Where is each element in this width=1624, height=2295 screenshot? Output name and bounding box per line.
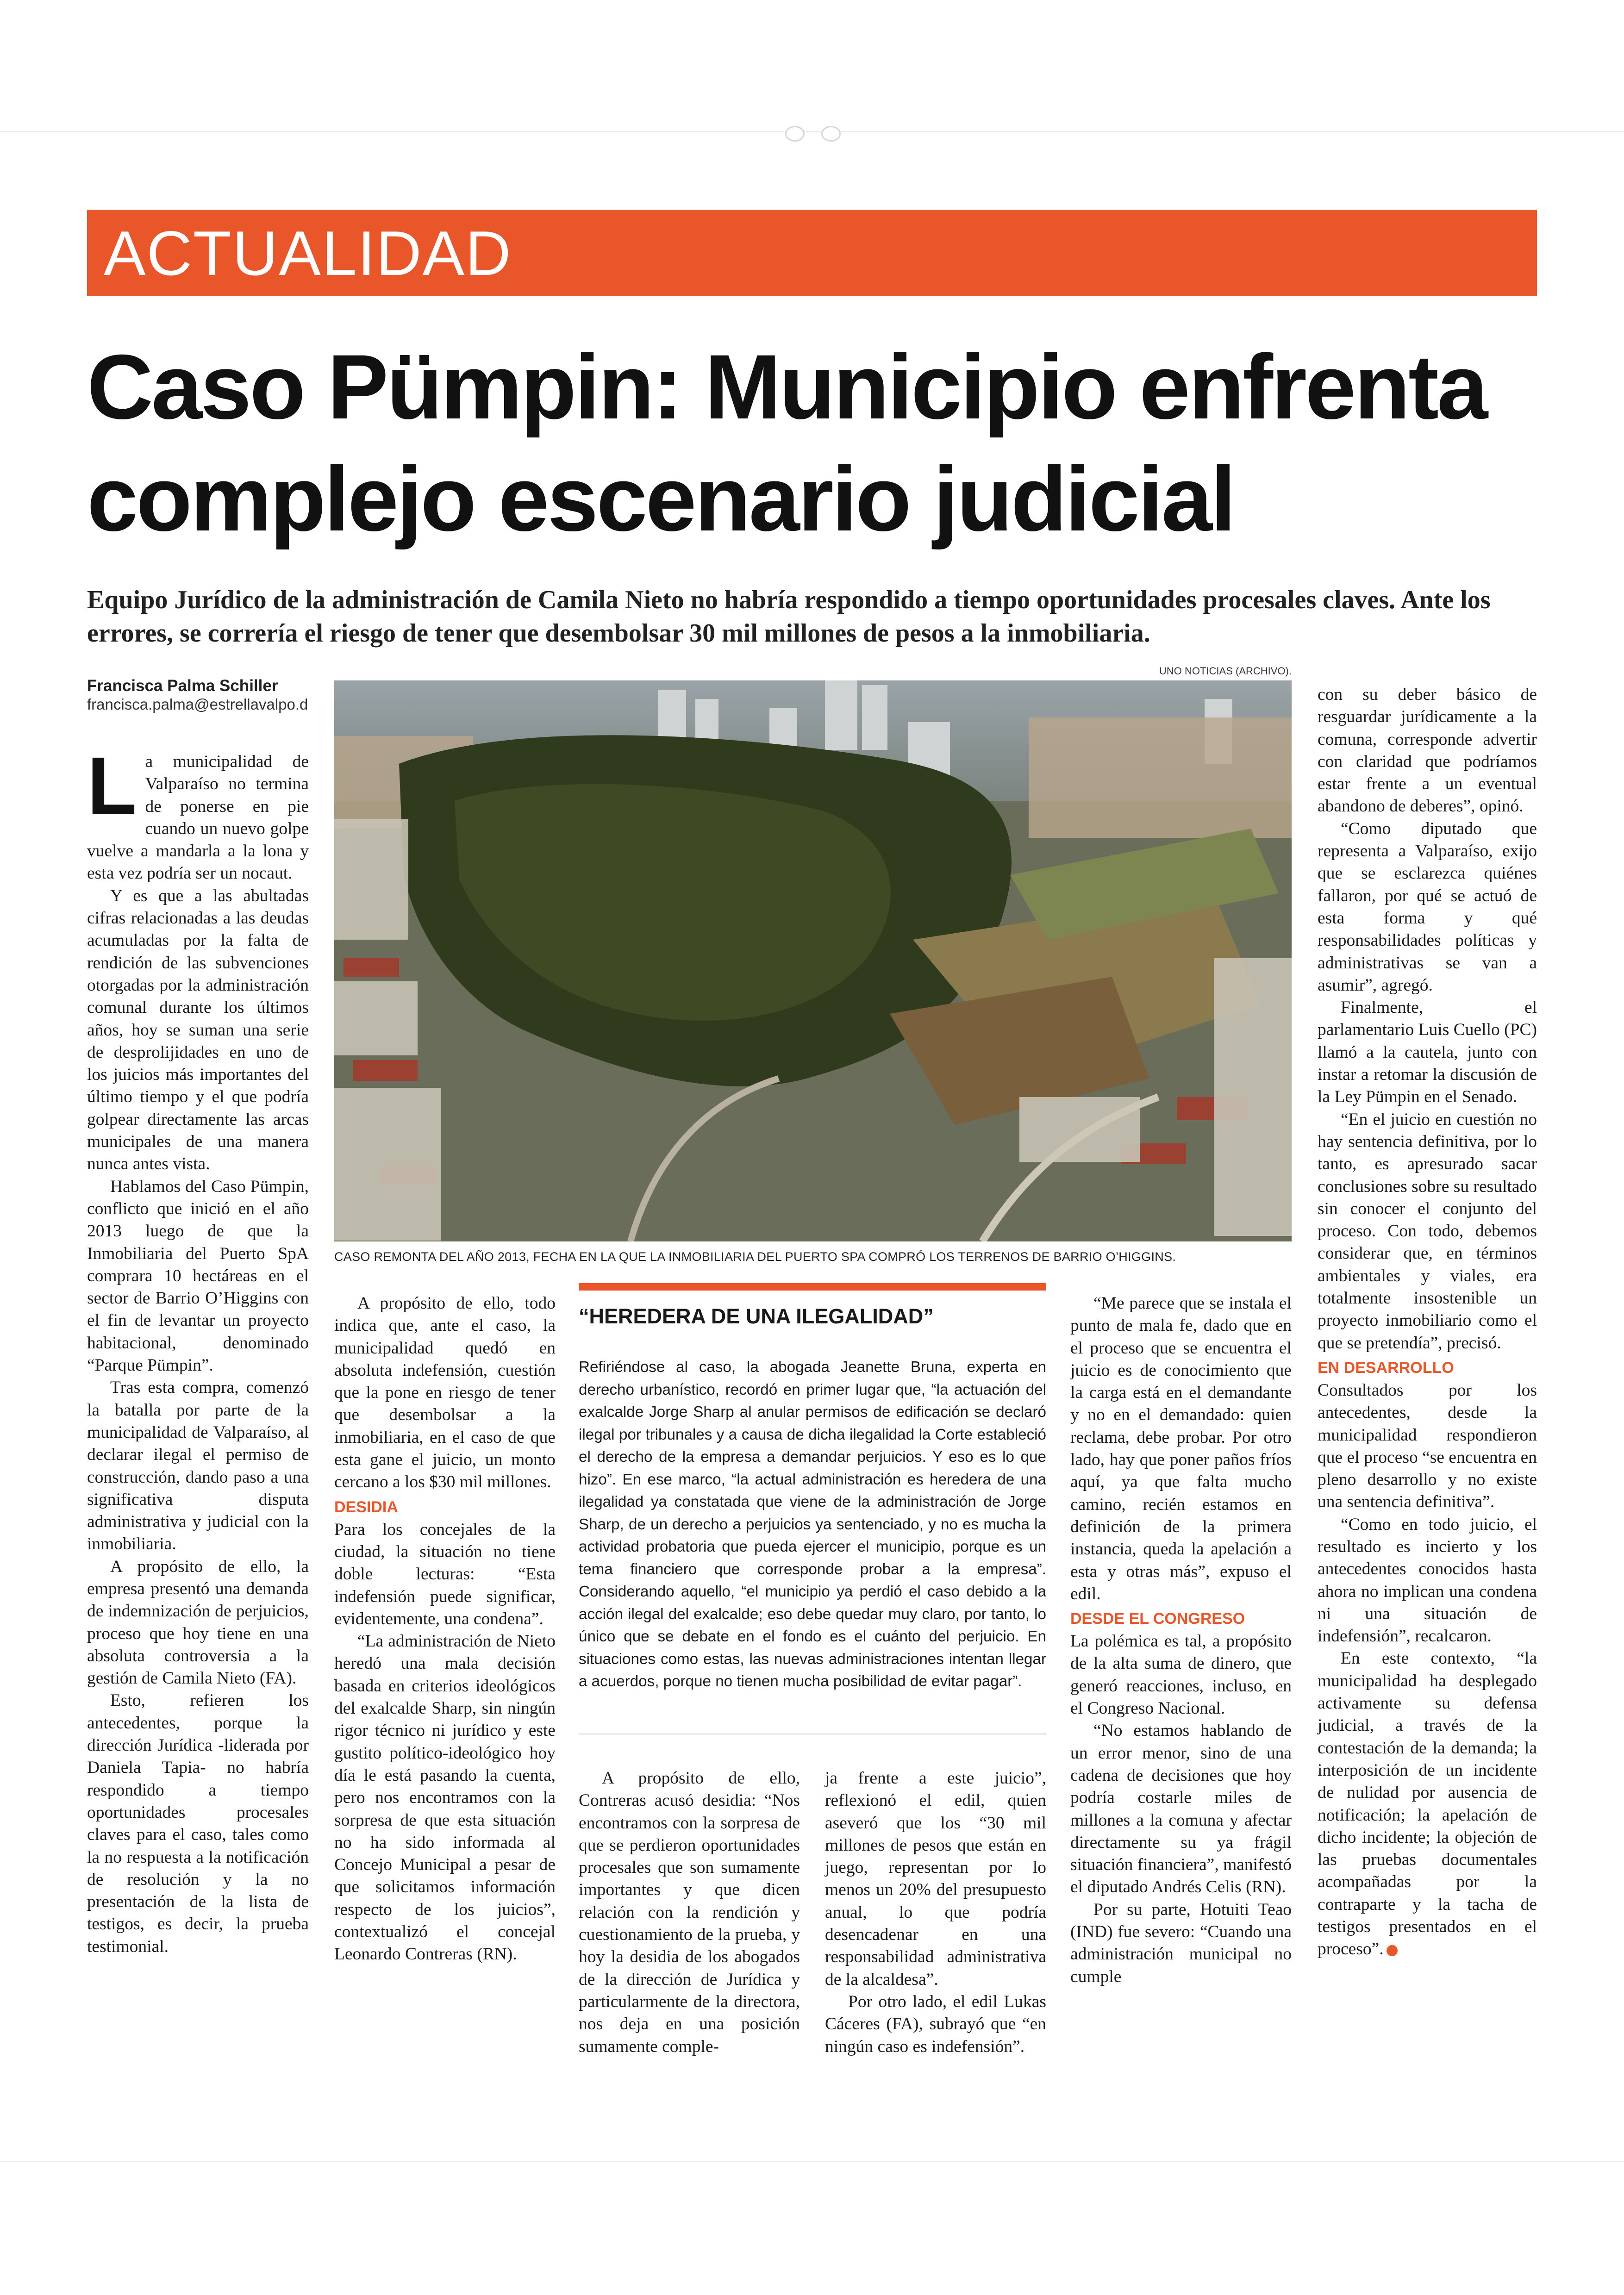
- dropcap: L: [87, 741, 137, 831]
- subhead-desidia: DESIDIA: [334, 1498, 398, 1516]
- sidebar-title: “HEREDERA DE UNA ILEGALIDAD”: [579, 1304, 934, 1328]
- deck: Equipo Jurídico de la administración de Camila Nieto no habría respondido a tiempo oportunidades procesales claves. Ante los errores, se correría el riesgo de tener que desembolsar 30 mil millones de pesos a la inmobiliaria.: [87, 586, 1491, 648]
- paragraph: Tras esta compra, comenzó la batalla por parte de la municipalidad de Valparaíso, al declarar ilegal el permiso de construcción, dando paso a una significativa disputa administrativa y judicial con la inmobiliaria.: [87, 1378, 309, 1554]
- paragraph: Por otro lado, el edil Lukas Cáceres (FA), subrayó que “en ningún caso es indefensión”.: [825, 1992, 1046, 2056]
- top-rule: [0, 131, 1624, 132]
- photo-credit: UNO NOTICIAS (ARCHIVO).: [1159, 665, 1292, 677]
- closing-text: En este contexto, “la municipalidad ha desplegado activamente su defensa judicial, a través de la contestación de la demanda; la interposición de un incidente de nulidad por ausencia de notificación; la apelación de dicho incidente; la objeción de las pruebas documentales acompañadas por la contraparte y la tacha de testigos presentados en el proceso”.: [1318, 1649, 1537, 1959]
- section-label: ACTUALIDAD: [104, 218, 512, 288]
- paragraph: Consultados por los antecedentes, desde la municipalidad respondieron que el proceso “se encuentra en pleno desarrollo y no existe una sentencia definitiva”.: [1318, 1380, 1537, 1512]
- page-nav-left-icon: [785, 126, 805, 142]
- paragraph: A propósito de ello, la empresa presentó una demanda de indemnización de perjuicios, proceso que hoy tiene en una absoluta controversia a la gestión de Camila Nieto (FA).: [87, 1557, 309, 1688]
- paragraph: Y es que a las abultadas cifras relacionadas a las deudas acumuladas por la falta de rendición de las subvenciones otorgadas por la administración comunal durante los últimos años, hoy se suman una serie de desprolijidades en uno de los juicios más importantes del último tiempo y el que podría golpear directamente las arcas municipales de una manera nunca antes vista.: [87, 886, 309, 1174]
- aerial-photo-illustration: [334, 680, 1292, 1241]
- headline: Caso Pümpin: Municipio enfrenta complejo escenario judicial: [87, 336, 1487, 550]
- byline-name: Francisca Palma Schiller: [87, 677, 278, 695]
- byline-email[interactable]: francisca.palma@estrellavalpo.d: [87, 696, 308, 713]
- article-column-4: [825, 1767, 1046, 2058]
- paragraph: “Como en todo juicio, el resultado es incierto y los antecedentes conocidos hasta ahora no implican una condena ni una situación de indefensión”, recalcaron.: [1318, 1515, 1537, 1646]
- paragraph: “Me parece que se instala el punto de mala fe, dado que en el proceso que se encuentra el juicio es de conocimiento que la carga está en el demandante y no en el demandado: quien reclama, debe probar. Por otro lado, hay que poner paños fríos aquí, ya que falta mucho camino, recién estamos en definición de la primera instancia, queda la apelación a esta y otras más”, expuso el edil.: [1070, 1294, 1292, 1603]
- paragraph: Hablamos del Caso Pümpin, conflicto que inició en el año 2013 luego de que la Inmobiliaria del Puerto SpA comprara 10 hectáreas en el sector de Barrio O’Higgins con el fin de levantar un proyecto habitacional, denominado “Parque Pümpin”.: [87, 1177, 309, 1375]
- paragraph: con su deber básico de resguardar jurídicamente a la comuna, corresponde advertir con claridad que podríamos estar frente a un eventual abandono de deberes”, opinó.: [1318, 685, 1537, 816]
- lead-paragraph: [87, 741, 309, 885]
- paragraph: Para los concejales de la ciudad, la situación no tiene doble lecturas: “Esta indefensión puede significar, evidentemente, una condena”.: [334, 1520, 556, 1628]
- paragraph: Esto, refieren los antecedentes, porque la dirección Jurídica -liderada por Daniela Tapia- no habría respondido a tiempo oportunidades procesales claves para el caso, tales como la no respuesta a la notificación de resolución y la no presentación de la lista de testigos, es decir, la prueba testimonial.: [87, 1691, 309, 1956]
- paragraph: [1318, 1647, 1537, 1960]
- aerial-photo: [334, 680, 1292, 1241]
- end-mark-icon: [1387, 1945, 1398, 1956]
- photo-caption: CASO REMONTA DEL AÑO 2013, FECHA EN LA QUE LA INMOBILIARIA DEL PUERTO SPA COMPRÓ LOS TERRENOS DE BARRIO O’HIGGINS.: [334, 1250, 1176, 1264]
- sidebar-rule: [579, 1283, 1046, 1291]
- paragraph: La polémica es tal, a propósito de la alta suma de dinero, que generó reacciones, incluso, en el Congreso Nacional.: [1070, 1632, 1292, 1718]
- paragraph: “La administración de Nieto heredó una mala decisión basada en criterios ideológicos del exalcalde Sharp, sin ningún rigor técnico ni jurídico y este gustito político-ideológico hoy día le está pasando la cuenta, pero nos encontramos con la sorpresa de que esta situación no ha sido informada al Concejo Municipal a pesar de que solicitamos información respecto de los juicios”, contextualizó el concejal Leonardo Contreras (RN).: [334, 1632, 556, 1964]
- lead-text: a municipalidad de Valparaíso no termina de ponerse en pie cuando un nuevo golpe vuelve a mandarla a la lona y esta vez podría ser un nocaut.: [87, 752, 309, 883]
- paragraph: “En el juicio en cuestión no hay sentencia definitiva, por lo tanto, es apresurado sacar conclusiones sobre su resultado sin conocer el conjunto del proceso. Con todo, debemos considerar que, en términos ambientales y viales, era totalmente insostenible un proyecto inmobiliario como el que se pretendía”, precisó.: [1318, 1110, 1537, 1353]
- bottom-rule: [0, 2161, 1624, 2162]
- paragraph: A propósito de ello, todo indica que, ante el caso, la municipalidad quedó en absoluta indefensión, cuestión que la pone en riesgo de tener que desembolsar a la inmobiliaria, en el caso de que esta gane el juicio, un monto cercano a los $30 mil millones.: [334, 1294, 556, 1492]
- page-nav-right-icon: [821, 126, 841, 142]
- article-column-3: [579, 1767, 800, 2058]
- paragraph: “No estamos hablando de un error menor, sino de una cadena de decisiones que hoy podría costarle miles de millones a la comuna y afectar directamente su ya frágil situación financiera”, manifestó el diputado Andrés Celis (RN).: [1070, 1721, 1292, 1897]
- article-column-5: [1070, 1292, 1292, 1988]
- section-banner: [87, 210, 1537, 296]
- article-column-1: [87, 741, 309, 1958]
- paragraph: “Como diputado que representa a Valparaíso, exijo que se esclarezca quiénes fallaron, por qué se actuó de esta forma y qué responsabilidades políticas y administrativas se van a asumir”, agregó.: [1318, 819, 1537, 995]
- subhead-en-desarrollo: EN DESARROLLO: [1318, 1359, 1454, 1377]
- paragraph: Por su parte, Hotuiti Teao (IND) fue severo: “Cuando una administración municipal no cumple: [1070, 1900, 1292, 1986]
- paragraph: Finalmente, el parlamentario Luis Cuello (PC) llamó a la cautela, junto con instar a retomar la discusión de la Ley Pümpin en el Senado.: [1318, 998, 1537, 1107]
- article-column-6: [1318, 684, 1537, 1961]
- subhead-congreso: DESDE EL CONGRESO: [1070, 1610, 1245, 1628]
- paragraph: ja frente a este juicio”, reflexionó el edil, quien aseveró que los “30 mil millones de pesos que están en juego, representan por lo menos un 20% del presupuesto anual, lo que podría desencadenar en una responsabilidad administrativa de la alcaldesa”.: [825, 1769, 1046, 1989]
- sidebar-body: Refiriéndose al caso, la abogada Jeanette Bruna, experta en derecho urbanístico, recordó en primer lugar que, “la actuación del exalcalde Jorge Sharp al anular permisos de edificación se declaró ilegal por tribunales y a causa de dicha ilegalidad la Corte estableció el derecho de la empresa a demandar perjuicios. Y eso es lo que hizo”. En ese marco, “la actual administración es heredera de una ilegalidad ya constatada que viene de la administración de Jorge Sharp, de un derecho a perjuicios ya sentenciado, y no es mucha la actividad probatoria que pueda ejercer el municipio, porque es un tema financiero que corresponde probar a la empresa”. Considerando aquello, “el municipio ya perdió el caso debido a la acción ilegal del exalcalde; eso debe quedar muy claro, por tanto, lo único que se debate en el fondo es el cuánto del perjuicio. En situaciones como estas, las nuevas administraciones intentan llegar a acuerdos, porque no tienen mucha posibilidad de evitar pagar”.: [579, 1359, 1046, 1690]
- paragraph: A propósito de ello, Contreras acusó desidia: “Nos encontramos con la sorpresa de que se perdieron oportunidades procesales que son sumamente importantes y que dicen relación con la rendición y cuestionamiento de la prueba, y hoy la desidia de los abogados de la dirección de Jurídica y particularmente de la directora, nos deja en una posición sumamente comple-: [579, 1769, 800, 2056]
- article-column-2: [334, 1292, 556, 1966]
